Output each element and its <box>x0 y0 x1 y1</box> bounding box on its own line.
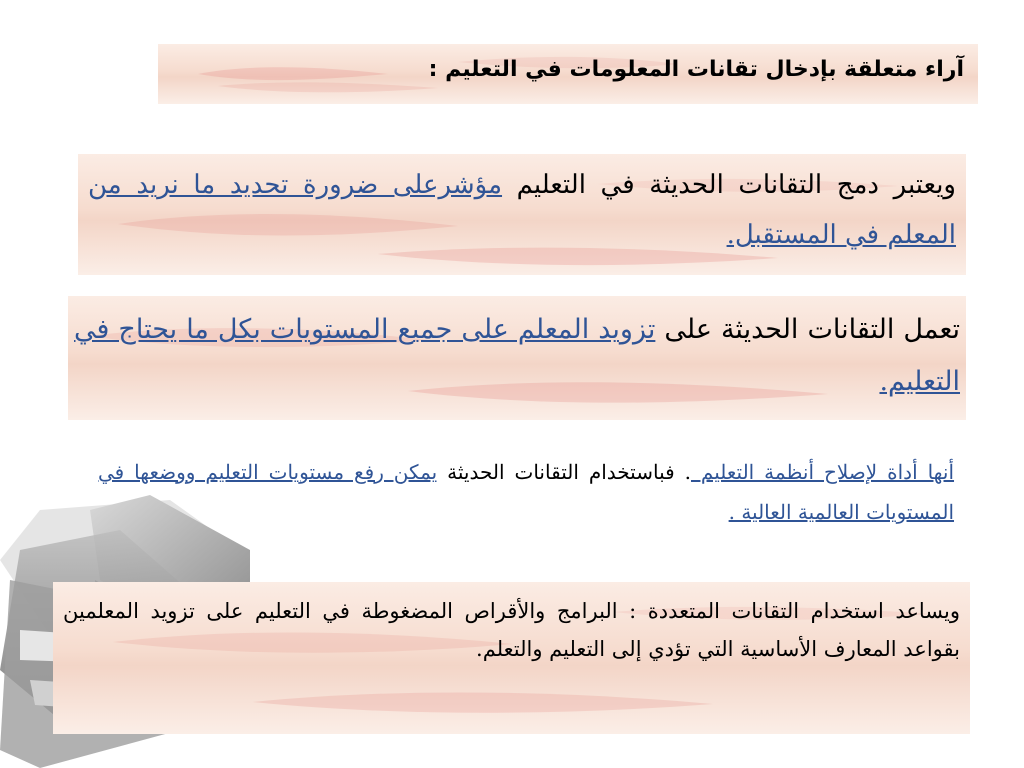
paragraph-3-text: . فباستخدام التقانات الحديثة <box>437 460 691 484</box>
paragraph-3-link-a[interactable]: أنها أداة لإصلاح أنظمة التعليم <box>690 460 955 484</box>
paragraph-1-text: ويعتبر دمج التقانات الحديثة في التعليم <box>502 170 956 200</box>
paragraph-box-3 <box>90 446 962 546</box>
paragraph-2 <box>68 296 966 408</box>
paragraph-2-link[interactable]: تزويد المعلم على جميع المستويات بكل ما يحتاج في التعليم. <box>74 314 960 397</box>
paragraph-box-2 <box>68 296 966 420</box>
paragraph-2-text: تعمل التقانات الحديثة على <box>655 314 960 345</box>
paragraph-1-link[interactable]: مؤشرعلى ضرورة تحديد ما نريد من المعلم في المستقبل. <box>88 170 956 250</box>
title-box <box>158 44 978 104</box>
page-title: آراء متعلقة بإدخال تقانات المعلومات في التعليم : <box>428 57 964 82</box>
paragraph-4: ويساعد استخدام التقانات المتعددة : البرامج والأقراص المضغوطة في التعليم على تزويد المعلمين بقواعد المعارف الأساسية التي تؤدي إلى التعليم والتعلم. <box>63 599 960 661</box>
paragraph-3 <box>90 446 962 532</box>
paragraph-3-link-b[interactable]: يمكن رفع مستويات التعليم ووضعها في المستويات العالمية العالية . <box>98 460 954 524</box>
paragraph-box-4 <box>53 582 970 734</box>
paragraph-1 <box>78 154 966 260</box>
paragraph-box-1 <box>78 154 966 275</box>
